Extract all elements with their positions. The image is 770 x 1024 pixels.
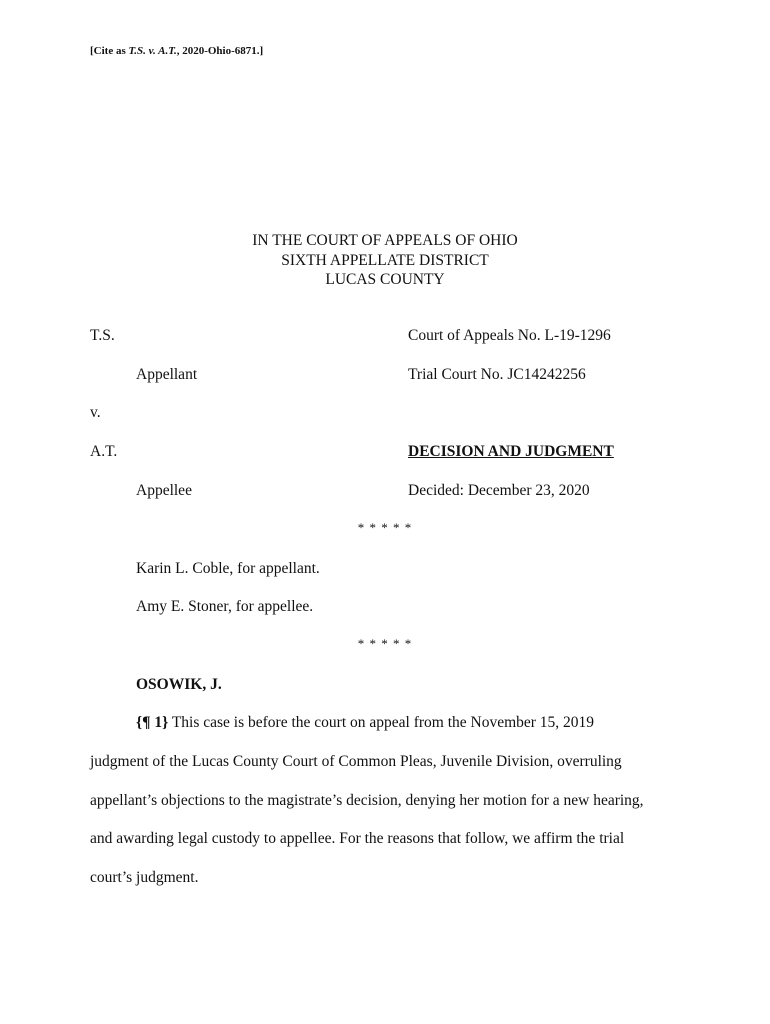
citation-suffix: , 2020-Ohio-6871.] [176,45,264,57]
appeals-case-number: Court of Appeals No. L-19-1296 [408,327,611,344]
counsel-appellant: Karin L. Coble, for appellant. [136,560,320,577]
section-separator-bottom: * * * * * [357,636,413,651]
trial-case-number: Trial Court No. JC14242256 [408,366,586,383]
section-separator-top: * * * * * [357,520,413,535]
versus-label: v. [90,404,101,421]
citation-header [90,45,263,57]
party-appellee-role: Appellee [136,482,192,499]
party-appellant-role: Appellant [136,366,198,383]
court-county: LUCAS COUNTY [325,271,445,288]
judge-name: OSOWIK, J. [136,676,222,693]
citation-prefix: [Cite as [90,45,129,57]
opinion-line-5: court’s judgment. [90,869,199,886]
court-heading [0,231,770,290]
party-appellee-name: A.T. [90,443,118,460]
decision-title: DECISION AND JUDGMENT [408,443,614,460]
citation-case-name: T.S. v. A.T. [128,45,177,57]
paragraph-marker: {¶ 1} [136,714,169,731]
opinion-line-3: appellant’s objections to the magistrate’s decision, denying her motion for a new hearing, [90,792,644,809]
opinion-line-1-text: This case is before the court on appeal from the November 15, 2019 [168,714,595,731]
decided-date: Decided: December 23, 2020 [408,482,590,499]
opinion-line-4: and awarding legal custody to appellee. For the reasons that follow, we affirm the trial [90,830,625,847]
opinion-line-2: judgment of the Lucas County Court of Common Pleas, Juvenile Division, overruling [90,753,622,770]
court-name: IN THE COURT OF APPEALS OF OHIO [252,232,518,249]
counsel-appellee: Amy E. Stoner, for appellee. [136,598,314,615]
party-appellant-name: T.S. [90,327,115,344]
court-district: SIXTH APPELLATE DISTRICT [281,251,489,269]
opinion-line-1 [136,713,594,733]
